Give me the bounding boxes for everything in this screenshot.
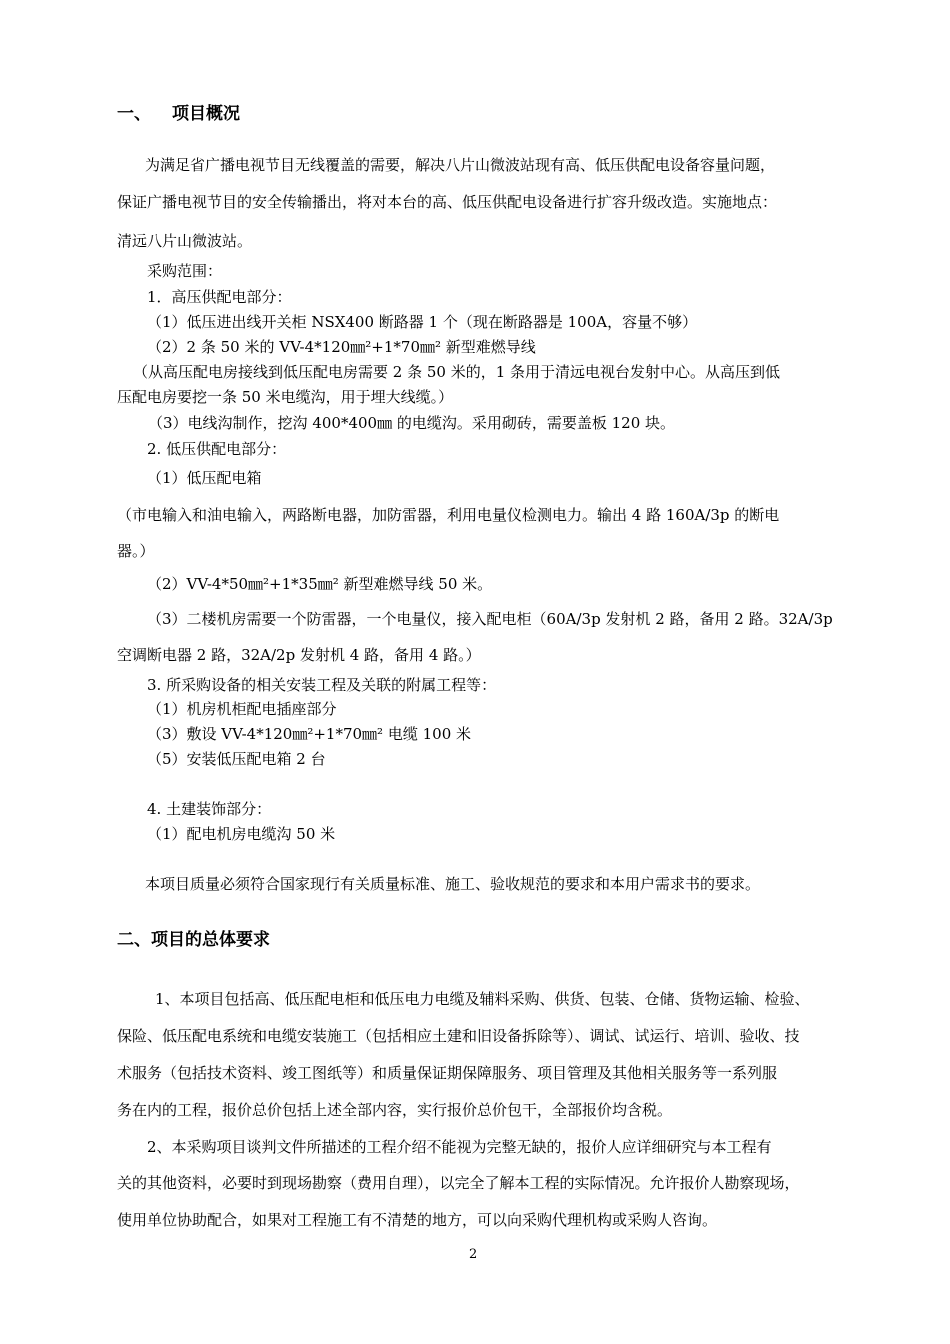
- part3-item-1: （1）机房机柜配电插座部分: [147, 700, 337, 718]
- part1-item-2: （2）2 条 50 米的 VV-4*120㎜²+1*70㎜² 新型难燃导线: [147, 338, 536, 356]
- scope-label: 采购范围：: [147, 262, 223, 280]
- part2-title: 2. 低压供配电部分：: [147, 440, 287, 458]
- page-number: 2: [469, 1247, 478, 1262]
- intro-line-2: 保证广播电视节目的安全传输播出，将对本台的高、低压供配电设备进行扩容升级改造。实施地点：: [117, 193, 778, 211]
- part4-item-1: （1）配电机房电缆沟 50 米: [147, 825, 336, 843]
- part1-title: 1．高压供配电部分：: [147, 288, 292, 306]
- part4-title: 4. 土建装饰部分：: [147, 800, 272, 818]
- part1-item-3: （从高压配电房接线到低压配电房需要 2 条 50 米的，1 条用于清远电视台发射中心。从高压到低: [133, 363, 781, 381]
- part2-item-2: （市电输入和油电输入，两路断电器，加防雷器，利用电量仪检测电力。输出 4 路 160A/3p 的断电: [117, 506, 780, 524]
- quality-statement: 本项目质量必须符合国家现行有关质量标准、施工、验收规范的要求和本用户需求书的要求。: [145, 875, 761, 893]
- part2-item-1: （1）低压配电箱: [147, 469, 262, 487]
- part2-item-6: 空调断电器 2 路，32A/2p 发射机 4 路，备用 4 路。）: [117, 646, 481, 664]
- part2-item-3: 器。）: [117, 542, 155, 560]
- part2-item-4: （2）VV-4*50㎜²+1*35㎜² 新型难燃导线 50 米。: [147, 575, 493, 593]
- part1-item-4: 压配电房要挖一条 50 米电缆沟，用于埋大线缆。）: [117, 388, 454, 406]
- para1-line-2: 保险、低压配电系统和电缆安装施工（包括相应土建和旧设备拆除等）、调试、试运行、培训、验收、技: [117, 1027, 800, 1045]
- part2-item-5: （3）二楼机房需要一个防雷器，一个电量仪，接入配电柜（60A/3p 发射机 2 路，备用 2 路。32A/3p: [147, 610, 833, 628]
- part3-item-3: （5）安装低压配电箱 2 台: [147, 750, 326, 768]
- para1-line-3: 术服务（包括技术资料、竣工图纸等）和质量保证期保障服务、项目管理及其他相关服务等一系列服: [117, 1064, 778, 1082]
- para1-line-4: 务在内的工程，报价总价包括上述全部内容，实行报价总价包干，全部报价均含税。: [117, 1101, 673, 1119]
- section1-number: 一、: [117, 104, 151, 124]
- section2-title: 二、项目的总体要求: [117, 930, 270, 950]
- part3-title: 3. 所采购设备的相关安装工程及关联的附属工程等：: [147, 676, 497, 694]
- para1-line-1: 1、本项目包括高、低压配电柜和低压电力电缆及辅料采购、供货、包装、仓储、货物运输、检验、: [155, 990, 810, 1008]
- part1-item-1: （1）低压进出线开关柜 NSX400 断路器 1 个（现在断路器是 100A，容量不够）: [147, 313, 698, 331]
- para2-line-1: 2、本采购项目谈判文件所描述的工程介绍不能视为完整无缺的，报价人应详细研究与本工程有: [147, 1138, 772, 1156]
- intro-line-1: 为满足省广播电视节目无线覆盖的需要，解决八片山微波站现有高、低压供配电设备容量问题，: [145, 156, 776, 174]
- para2-line-3: 使用单位协助配合，如果对工程施工有不清楚的地方，可以向采购代理机构或采购人咨询。: [117, 1211, 718, 1229]
- intro-line-3: 清远八片山微波站。: [117, 232, 253, 250]
- part3-item-2: （3）敷设 VV-4*120㎜²+1*70㎜² 电缆 100 米: [147, 725, 472, 743]
- part1-item-5: （3）电线沟制作，挖沟 400*400㎜ 的电缆沟。采用砌砖，需要盖板 120 块。: [148, 414, 676, 432]
- section1-title: 项目概况: [172, 104, 240, 124]
- para2-line-2: 关的其他资料，必要时到现场勘察（费用自理），以完全了解本工程的实际情况。允许报价人勘察现场，: [117, 1174, 800, 1192]
